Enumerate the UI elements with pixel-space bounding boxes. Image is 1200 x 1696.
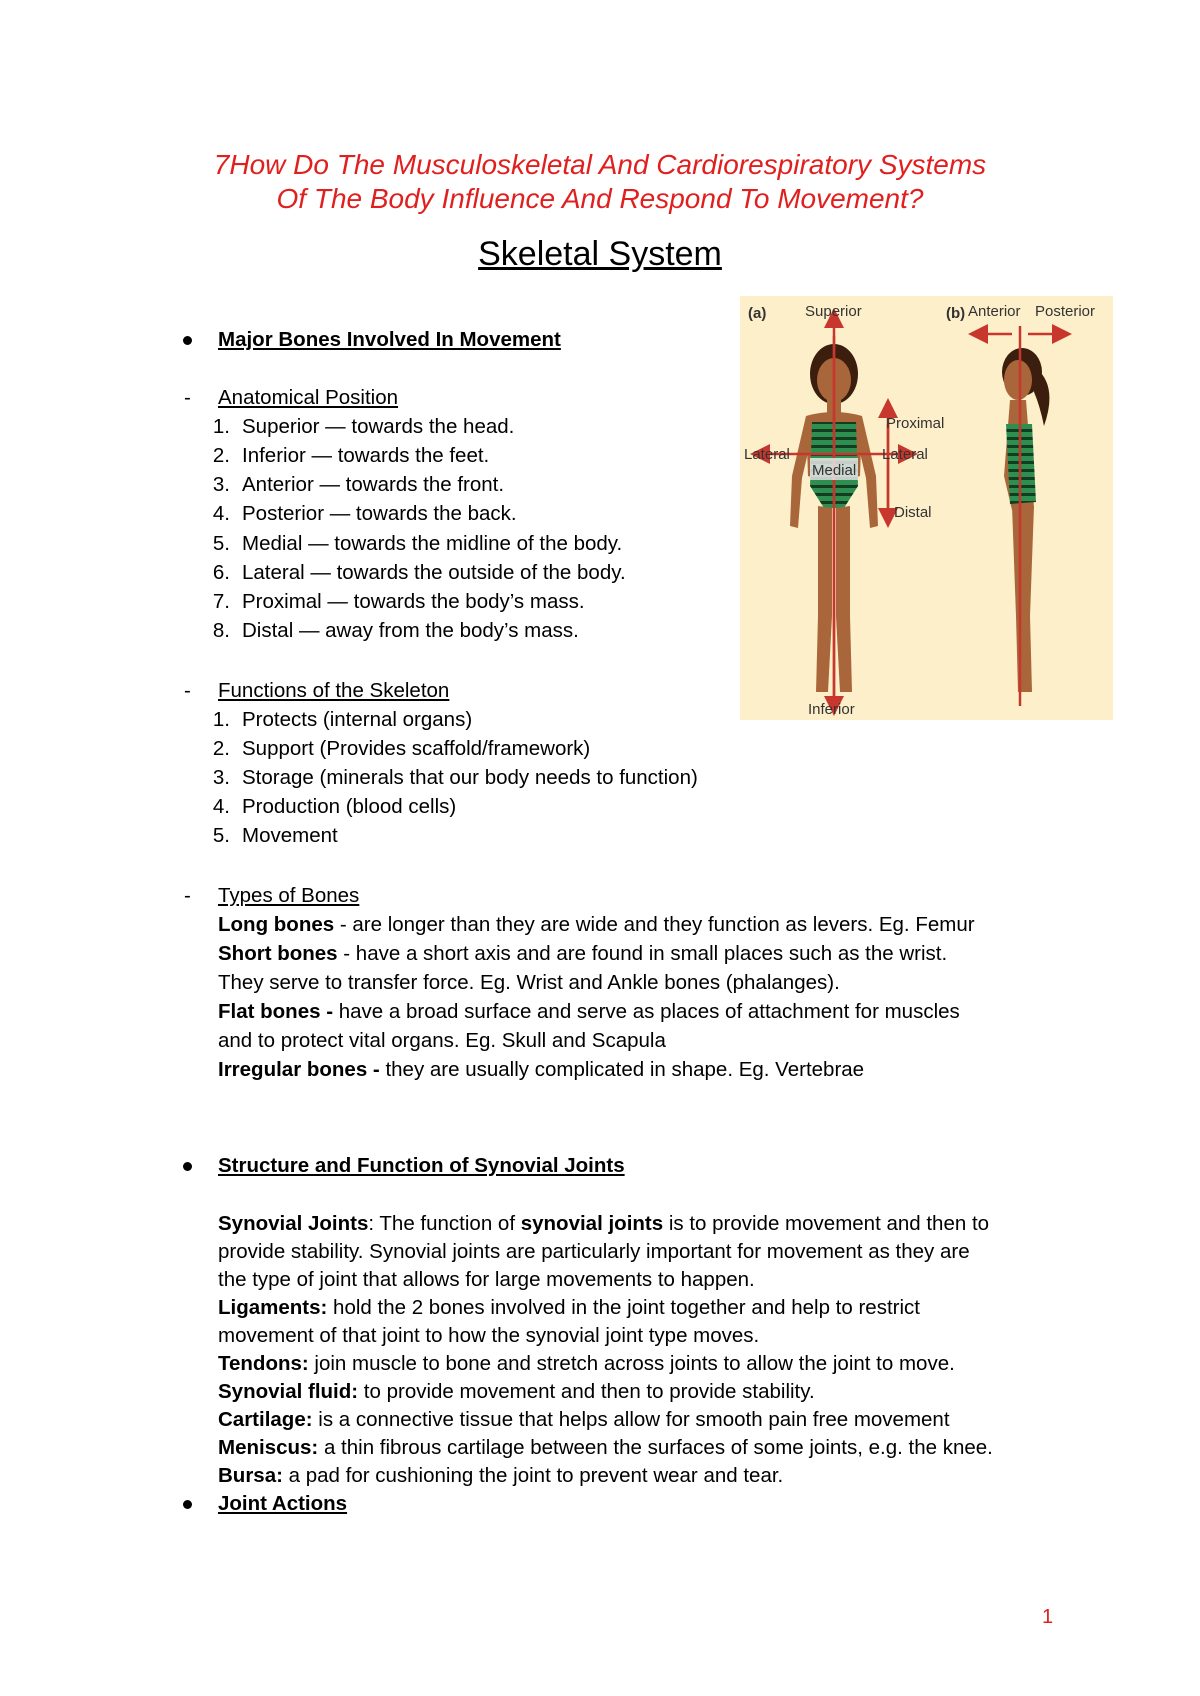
label-posterior: Posterior	[1035, 303, 1096, 320]
list-item	[196, 415, 514, 439]
item-number: 2.	[212, 737, 230, 760]
list-item	[196, 619, 579, 643]
meniscus-text	[218, 1436, 993, 1460]
term: Cartilage:	[218, 1408, 313, 1431]
list-item	[196, 561, 626, 585]
term: Meniscus:	[218, 1436, 319, 1459]
document-title	[100, 148, 1100, 216]
label-proximal: Proximal	[886, 415, 945, 432]
item-text: Inferior — towards the feet.	[242, 444, 490, 467]
term: Irregular bones -	[218, 1058, 380, 1081]
diagram-svg	[740, 296, 1113, 720]
definition: : The function of	[368, 1212, 521, 1235]
item-number: 1.	[212, 708, 230, 731]
item-text: Support (Provides scaffold/framework)	[242, 737, 591, 760]
item-text: Movement	[242, 824, 338, 847]
definition: have a broad surface and serve as places of attachment for muscles	[333, 1000, 960, 1023]
item-text: Lateral — towards the outside of the body.	[242, 561, 626, 584]
label-b: (b)	[946, 305, 966, 322]
definition: is a connective tissue that helps allow for smooth pain free movement	[312, 1408, 950, 1431]
list-item	[196, 824, 338, 848]
term: Ligaments:	[218, 1296, 328, 1319]
section-heading: Skeletal System	[478, 235, 722, 273]
list-item	[196, 502, 517, 526]
definition: to provide movement and then to provide stability.	[358, 1380, 815, 1403]
flat-bones-cont: and to protect vital organs. Eg. Skull and Scapula	[218, 1029, 666, 1052]
dash-marker: -	[184, 884, 191, 907]
item-number: 8.	[212, 619, 230, 642]
short-bones-text	[218, 942, 947, 966]
tendons-text	[218, 1352, 955, 1376]
term: Flat bones -	[218, 1000, 334, 1023]
term: Synovial fluid:	[218, 1380, 359, 1403]
item-text: Production (blood cells)	[242, 795, 457, 818]
item-number: 2.	[212, 444, 230, 467]
definition: they are usually complicated in shape. Eg. Vertebrae	[379, 1058, 865, 1081]
title-line-1: 7How Do The Musculoskeletal And Cardiorespiratory Systems	[213, 149, 987, 180]
item-number: 3.	[212, 473, 230, 496]
term: Short bones	[218, 942, 338, 965]
definition: join muscle to bone and stretch across joints to allow the joint to move.	[308, 1352, 955, 1375]
list-item	[196, 708, 472, 732]
ligaments-cont: movement of that joint to how the synovial joint type moves.	[218, 1324, 760, 1347]
synovial-intro-line-3: the type of joint that allows for large movements to happen.	[218, 1268, 755, 1291]
list-item	[196, 766, 698, 790]
dash-marker: -	[184, 386, 191, 409]
item-number: 4.	[212, 795, 230, 818]
item-text: Proximal — towards the body’s mass.	[242, 590, 585, 613]
term: Long bones	[218, 913, 335, 936]
types-of-bones-title: Types of Bones	[218, 884, 360, 907]
synovial-joints-title: Structure and Function of Synovial Joints	[218, 1154, 625, 1177]
ligaments-text	[218, 1296, 920, 1320]
item-number: 7.	[212, 590, 230, 613]
list-item	[196, 737, 590, 761]
cartilage-text	[218, 1408, 950, 1432]
functions-title: Functions of the Skeleton	[218, 679, 450, 702]
item-number: 5.	[212, 824, 230, 847]
list-item	[196, 444, 489, 468]
joint-actions-title: Joint Actions	[218, 1492, 348, 1515]
item-number: 1.	[212, 415, 230, 438]
term: Synovial Joints	[218, 1212, 369, 1235]
label-distal: Distal	[894, 504, 932, 521]
term: Tendons:	[218, 1352, 309, 1375]
label-anterior: Anterior	[968, 303, 1021, 320]
definition: hold the 2 bones involved in the joint together and help to restrict	[327, 1296, 920, 1319]
item-text: Medial — towards the midline of the body.	[242, 532, 623, 555]
label-inferior: Inferior	[808, 701, 855, 718]
synovial-intro	[218, 1212, 989, 1236]
major-bones-title: Major Bones Involved In Movement	[218, 328, 561, 351]
list-item	[196, 795, 456, 819]
item-number: 3.	[212, 766, 230, 789]
label-lateral-right: Lateral	[882, 446, 928, 463]
item-text: Posterior — towards the back.	[242, 502, 517, 525]
long-bones-text	[218, 913, 975, 937]
anatomical-position-diagram	[740, 296, 1113, 720]
list-item	[196, 532, 622, 556]
emphasis: synovial joints	[520, 1212, 664, 1235]
page-number: 1	[1042, 1606, 1054, 1628]
definition: - have a short axis and are found in small places such as the wrist.	[337, 942, 948, 965]
item-text: Superior — towards the head.	[242, 415, 515, 438]
label-lateral-left: Lateral	[744, 446, 790, 463]
short-bones-cont: They serve to transfer force. Eg. Wrist and Ankle bones (phalanges).	[218, 971, 840, 994]
side-figure-illustration	[1002, 348, 1049, 692]
item-text: Storage (minerals that our body needs to function)	[242, 766, 698, 789]
anatomical-position-title: Anatomical Position	[218, 386, 399, 409]
item-text: Distal — away from the body’s mass.	[242, 619, 579, 642]
item-text: Anterior — towards the front.	[242, 473, 505, 496]
flat-bones-text	[218, 1000, 960, 1024]
irregular-bones-text	[218, 1058, 864, 1082]
item-number: 4.	[212, 502, 230, 525]
term: Bursa:	[218, 1464, 283, 1487]
label-medial: Medial	[812, 462, 857, 479]
title-line-2: Of The Body Influence And Respond To Movement?	[276, 183, 924, 214]
label-a: (a)	[748, 305, 767, 322]
definition: is to provide movement and then to	[663, 1212, 990, 1235]
item-text: Protects (internal organs)	[242, 708, 473, 731]
definition: - are longer than they are wide and they function as levers. Eg. Femur	[334, 913, 975, 936]
bursa-text	[218, 1464, 783, 1488]
bullet-icon	[183, 336, 192, 345]
synovial-fluid-text	[218, 1380, 815, 1404]
dash-marker: -	[184, 679, 191, 702]
item-number: 6.	[212, 561, 230, 584]
label-superior: Superior	[805, 303, 862, 320]
definition: a thin fibrous cartilage between the surfaces of some joints, e.g. the knee.	[318, 1436, 993, 1459]
list-item	[196, 473, 504, 497]
bullet-icon	[183, 1500, 192, 1509]
list-item	[196, 590, 585, 614]
synovial-intro-line-2: provide stability. Synovial joints are particularly important for movement as they are	[218, 1240, 970, 1263]
definition: a pad for cushioning the joint to prevent wear and tear.	[282, 1464, 784, 1487]
bullet-icon	[183, 1162, 192, 1171]
item-number: 5.	[212, 532, 230, 555]
